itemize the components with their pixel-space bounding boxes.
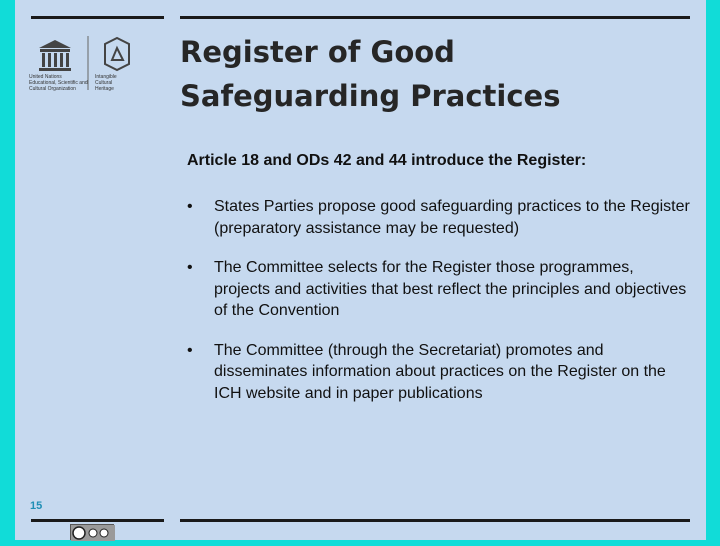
bullet-list (187, 196, 692, 404)
bottom-left-rule (31, 519, 164, 522)
unesco-logo-text: United Nations Educational, Scientific and Cultural Organization (29, 74, 88, 92)
slide (15, 0, 706, 540)
bullet-icon: • (187, 198, 193, 215)
bullet-text: The Committee (through the Secretariat) promotes and disseminates information about practices on the Register on the ICH website and in paper publications (214, 341, 666, 402)
intro-text: Article 18 and ODs 42 and 44 introduce the Register: (187, 152, 587, 169)
page-title: Register of Good Safeguarding Practices (180, 35, 561, 113)
ich-logo-text: Intangible Cultural Heritage (95, 74, 117, 92)
list-item (187, 196, 692, 239)
bullet-icon: • (187, 259, 193, 276)
bullet-text: States Parties propose good safeguarding practices to the Register (preparatory assistance may be requested) (214, 198, 690, 237)
top-right-rule (180, 16, 690, 19)
cc-license-icon (71, 525, 115, 541)
bullet-text: The Committee selects for the Register those programmes, projects and activities that best reflect the principles and objectives of the Convention (214, 259, 687, 319)
bottom-right-rule (180, 519, 690, 522)
unesco-ich-logo (29, 30, 147, 94)
top-left-rule (31, 16, 164, 19)
list-item (187, 340, 692, 405)
bullet-icon: • (187, 341, 193, 359)
page-number: 15 (30, 500, 43, 512)
creative-commons-license-icon (70, 524, 114, 540)
list-item (187, 257, 692, 322)
